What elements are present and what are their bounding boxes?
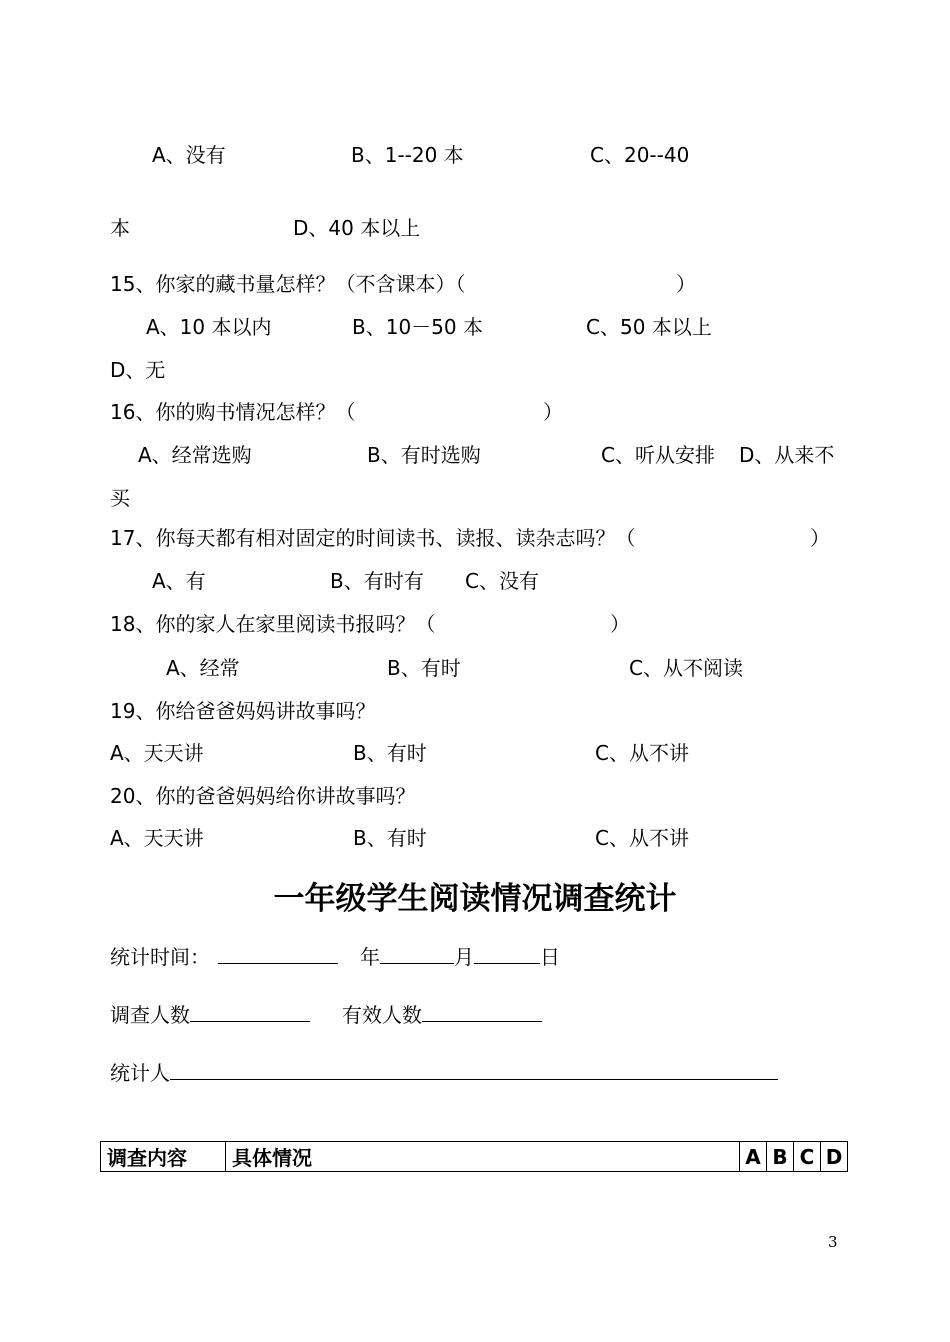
q20-option-a: A、天天讲 bbox=[110, 826, 204, 850]
stat-time-blank[interactable] bbox=[218, 943, 338, 964]
q17-question: 17、你每天都有相对固定的时间读书、读报、读杂志吗？（ bbox=[110, 526, 636, 550]
q17-close-paren: ） bbox=[810, 526, 830, 550]
stat-valid-blank[interactable] bbox=[422, 1001, 542, 1022]
q16-option-b: B、有时选购 bbox=[367, 443, 481, 467]
statistics-title: 一年级学生阅读情况调查统计 bbox=[273, 881, 677, 917]
q16-question: 16、你的购书情况怎样？（ bbox=[110, 400, 356, 424]
q18-close-paren: ） bbox=[610, 612, 630, 636]
q14-option-d: D、40 本以上 bbox=[293, 216, 421, 240]
q19-option-c: C、从不讲 bbox=[595, 741, 689, 765]
stat-count-row bbox=[110, 1001, 542, 1027]
stat-month-label: 月 bbox=[454, 945, 474, 969]
q14-option-a: A、没有 bbox=[152, 143, 226, 167]
q19-option-b: B、有时 bbox=[353, 741, 427, 765]
q15-close-paren: ） bbox=[676, 272, 696, 296]
q15-option-d: D、无 bbox=[110, 358, 166, 382]
q18-question: 18、你的家人在家里阅读书报吗？（ bbox=[110, 612, 436, 636]
q20-option-b: B、有时 bbox=[353, 826, 427, 850]
stat-surveyed-label: 调查人数 bbox=[110, 1003, 190, 1027]
q17-option-c: C、没有 bbox=[465, 569, 539, 593]
stat-year-label: 年 bbox=[360, 945, 380, 969]
stat-time-row bbox=[110, 943, 560, 969]
header-survey-content: 调查内容 bbox=[101, 1142, 226, 1172]
header-d: D bbox=[821, 1142, 848, 1172]
q20-question: 20、你的爸爸妈妈给你讲故事吗？ bbox=[110, 784, 416, 808]
q15-question: 15、你家的藏书量怎样？（不含课本）（ bbox=[110, 272, 466, 296]
q20-option-c: C、从不讲 bbox=[595, 826, 689, 850]
q16-option-d: D、从来不 bbox=[739, 443, 835, 467]
q15-option-c: C、50 本以上 bbox=[586, 315, 712, 339]
header-c: C bbox=[794, 1142, 821, 1172]
q15-option-b: B、10－50 本 bbox=[352, 315, 483, 339]
header-b: B bbox=[767, 1142, 794, 1172]
q16-option-c: C、听从安排 bbox=[601, 443, 715, 467]
survey-stat-table bbox=[100, 1141, 848, 1172]
q17-option-a: A、有 bbox=[152, 569, 206, 593]
header-a: A bbox=[740, 1142, 767, 1172]
q14-option-b: B、1--20 本 bbox=[351, 143, 464, 167]
stat-day-label: 日 bbox=[540, 945, 560, 969]
stat-time-label: 统计时间： bbox=[110, 945, 210, 969]
q19-option-a: A、天天讲 bbox=[110, 741, 204, 765]
q16-close-paren: ） bbox=[543, 400, 563, 424]
q17-option-b: B、有时有 bbox=[330, 569, 424, 593]
stat-statistician-label: 统计人 bbox=[110, 1061, 170, 1085]
q14-option-c: C、20--40 bbox=[590, 143, 690, 167]
stat-surveyed-blank[interactable] bbox=[190, 1001, 310, 1022]
stat-statistician-blank[interactable] bbox=[170, 1059, 778, 1080]
stat-statistician-row bbox=[110, 1059, 778, 1085]
q16-option-d-continued: 买 bbox=[110, 486, 130, 510]
stat-month-blank[interactable] bbox=[380, 943, 454, 964]
q15-option-a: A、10 本以内 bbox=[146, 315, 272, 339]
table-header-row bbox=[101, 1142, 848, 1172]
q18-option-c: C、从不阅读 bbox=[629, 656, 743, 680]
header-details: 具体情况 bbox=[226, 1142, 740, 1172]
q18-option-b: B、有时 bbox=[387, 656, 461, 680]
q14-option-c-continued: 本 bbox=[110, 216, 130, 240]
page-number: 3 bbox=[828, 1233, 838, 1251]
stat-day-blank[interactable] bbox=[474, 943, 540, 964]
stat-valid-label: 有效人数 bbox=[342, 1003, 422, 1027]
q16-option-a: A、经常选购 bbox=[138, 443, 252, 467]
q19-question: 19、你给爸爸妈妈讲故事吗？ bbox=[110, 699, 376, 723]
q18-option-a: A、经常 bbox=[166, 656, 240, 680]
